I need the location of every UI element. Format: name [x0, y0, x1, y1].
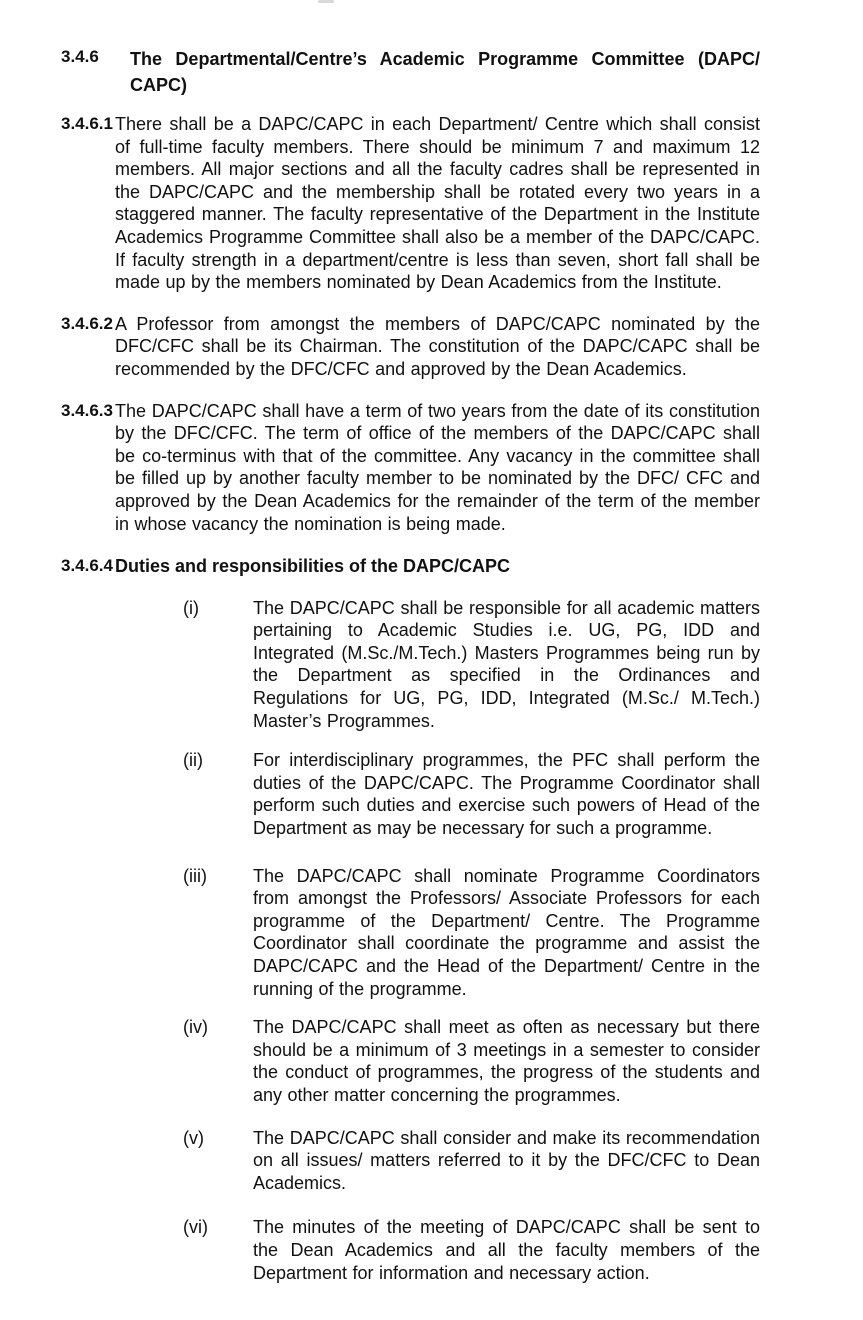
section-number: 3.4.6: [61, 47, 99, 66]
clause-text: There shall be a DAPC/CAPC in each Department/ Centre which shall consist of full-time faculty members. There should be minimum 7 and maximum 12 members. All major sections and all the faculty cadres shall be represented in the DAPC/CAPC and the membership shall be rotated every two years in a staggered manner. The faculty representative of the Department in the Institute Academics Programme Committee shall also be a member of the DAPC/CAPC. If faculty strength in a department/centre is less than seven, short fall shall be made up by the members nominated by Dean Academics from the Institute.: [115, 114, 760, 293]
list-item-iv: [183, 1016, 760, 1106]
item-label: (iii): [183, 865, 207, 886]
clause-number: 3.4.6.1: [61, 114, 113, 133]
list-item-i: [183, 597, 760, 733]
section-3-4-6-3: [61, 400, 760, 536]
clause-title: Duties and responsibilities of the DAPC/CAPC: [115, 556, 511, 577]
list-item-vi: [183, 1216, 760, 1284]
clause-text: A Professor from amongst the members of DAPC/CAPC nominated by the DFC/CFC shall be its Chairman. The constitution of the DAPC/CAPC shall be recommended by the DFC/CFC and approved by the Dean Academics.: [115, 313, 760, 379]
list-item-ii: [183, 749, 760, 839]
list-item-iii: [183, 865, 760, 1001]
item-label: (iv): [183, 1017, 208, 1038]
clause-text: The DAPC/CAPC shall have a term of two years from the date of its constitution by the DFC/CFC. The term of office of the members of the DAPC/CAPC shall be co-terminus with that of the committee. Any vacancy in the committee shall be filled up by another faculty member to be nominated by the DFC/ CFC and approved by the Dean Academics for the remainder of the term of the member in whose vacancy the nomination is being made.: [115, 400, 760, 534]
section-3-4-6-1: [61, 113, 760, 294]
item-text: The DAPC/CAPC shall meet as often as necessary but there should be a minimum of 3 meetings in a semester to consider the conduct of programmes, the progress of the students and any other matter concerning the programmes.: [253, 1017, 760, 1105]
list-item-v: [183, 1127, 760, 1195]
section-3-4-6-2: [61, 313, 760, 381]
item-label: (vi): [183, 1217, 208, 1238]
item-text: The minutes of the meeting of DAPC/CAPC shall be sent to the Dean Academics and all the faculty members of the Department for information and necessary action.: [253, 1217, 760, 1283]
clause-number: 3.4.6.4: [61, 556, 113, 576]
item-text: The DAPC/CAPC shall be responsible for all academic matters pertaining to Academic Studies i.e. UG, PG, IDD and Integrated (M.Sc./M.Tech.) Masters Programmes being run by the Department as specified in the Ordinances and Regulations for UG, PG, IDD, Integrated (M.Sc./ M.Tech.) Master’s Programmes.: [253, 597, 760, 731]
page-edge-scan-artifact: [318, 0, 334, 3]
section-3-4-6-4: [61, 555, 760, 578]
item-label: (i): [183, 597, 199, 618]
item-label: (v): [183, 1127, 204, 1148]
item-text: The DAPC/CAPC shall nominate Programme Coordinators from amongst the Professors/ Associate Professors for each programme of the Department/ Centre. The Programme Coordinator shall coordinate the programme and assist the DAPC/CAPC and the Head of the Department/ Centre in the running of the programme.: [253, 865, 760, 999]
section-3-4-6: [61, 46, 760, 98]
item-label: (ii): [183, 750, 203, 771]
item-text: The DAPC/CAPC shall consider and make its recommendation on all issues/ matters referred to it by the DFC/CFC to Dean Academics.: [253, 1127, 760, 1193]
item-text: For interdisciplinary programmes, the PFC shall perform the duties of the DAPC/CAPC. The Programme Coordinator shall perform such duties and exercise such powers of Head of the Department as may be necessary for such a programme.: [253, 750, 760, 839]
document-content: [61, 46, 760, 1284]
section-title: The Departmental/Centre’s Academic Programme Committee (DAPC/ CAPC): [130, 49, 760, 95]
clause-number: 3.4.6.2: [61, 313, 113, 333]
clause-number: 3.4.6.3: [61, 400, 113, 420]
